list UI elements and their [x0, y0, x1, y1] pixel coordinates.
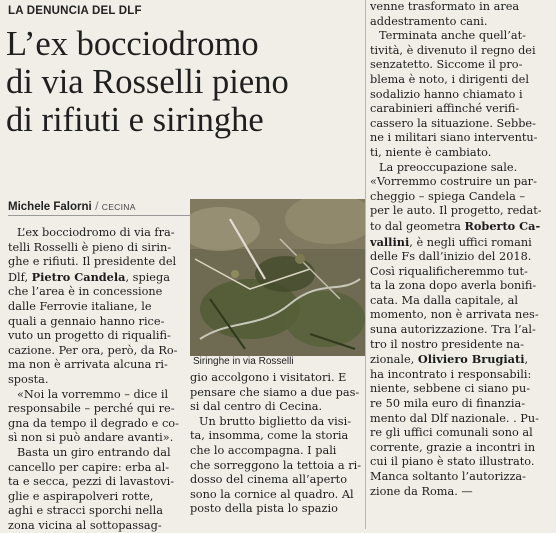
text-run: telli Rosselli è pieno di sirin-	[8, 240, 172, 254]
text-line	[370, 44, 552, 59]
text-line	[8, 270, 180, 286]
text-line	[370, 250, 552, 265]
text-line	[370, 485, 552, 500]
text-line	[370, 190, 552, 205]
headline-line-2: di via Rosselli pieno	[6, 63, 289, 101]
article-photo	[190, 199, 365, 356]
text-line	[8, 373, 180, 388]
section-kicker: LA DENUNCIA DEL DLF	[8, 5, 142, 17]
text-run: senzatetto. Siccome il pro-	[370, 58, 523, 72]
text-line	[8, 329, 180, 344]
text-run: ,	[524, 353, 529, 367]
text-run: dalle Ferrovie italiane, le	[8, 299, 152, 313]
text-line	[8, 285, 180, 300]
text-run: cassero la situazione. Sebbe-	[370, 116, 536, 130]
text-run: niente, sebbene ci siano pu-	[370, 382, 531, 396]
bold-name: Pietro Candela	[31, 269, 126, 284]
text-line	[370, 352, 552, 368]
text-run: zona vicina al sottopassag-	[8, 518, 162, 532]
text-run: ta la zona dopo averla bonifi-	[370, 279, 537, 293]
byline-separator: /	[95, 199, 99, 213]
text-line	[8, 446, 180, 461]
text-line	[8, 461, 180, 476]
text-line	[8, 344, 180, 359]
text-line	[190, 371, 362, 386]
text-run: ta e secca, pezzi di lavastovi-	[8, 475, 175, 489]
text-run: posto della pista lo spazio	[190, 502, 338, 516]
text-run: che lo accompagna. I pali	[190, 443, 337, 457]
text-run: La preoccupazione sale.	[379, 160, 518, 174]
text-line	[370, 397, 552, 412]
text-run: che sorreggono la tettoia a ri-	[190, 458, 362, 472]
text-run: gna da tempo il degrado e co-	[8, 416, 179, 430]
text-run: quali a gennaio hanno rice-	[8, 314, 165, 328]
text-run: «Vorremmo costruire un par-	[370, 175, 537, 189]
text-run: zione da Roma. —	[370, 484, 473, 498]
text-line	[370, 204, 552, 219]
text-line	[370, 235, 552, 251]
photo-caption: Siringhe in via Rosselli	[193, 356, 294, 367]
text-run: ha incontrato i responsabili:	[370, 367, 532, 381]
author-name: Michele Falorni	[8, 201, 92, 213]
text-line	[370, 161, 552, 176]
text-run: gio accolgono i visitatori. E	[190, 371, 347, 384]
text-line	[8, 315, 180, 330]
text-line	[190, 415, 362, 430]
text-run: L’ex bocciodromo di via fra-	[17, 226, 175, 239]
bold-name: Roberto Ca-	[464, 218, 541, 233]
text-line	[370, 73, 552, 88]
text-line	[8, 475, 180, 490]
text-run: per le auto. Il progetto, redat-	[370, 204, 542, 218]
text-line	[370, 102, 552, 117]
text-run: carabinieri affinché verifi-	[370, 102, 520, 116]
text-line	[370, 441, 552, 456]
text-line	[190, 444, 362, 459]
text-run: delle Fs dall’inizio del 2018.	[370, 250, 532, 264]
text-run: Un brutto biglietto da visi-	[199, 414, 352, 428]
text-line	[8, 226, 180, 241]
bold-name: Oliviero Brugiati	[417, 352, 525, 367]
headline-line-1: L’ex bocciodromo	[6, 25, 259, 63]
text-line	[370, 58, 552, 73]
text-line	[370, 294, 552, 309]
text-run: addestramento cani.	[370, 14, 488, 28]
text-run: zionale,	[370, 353, 418, 367]
text-line	[370, 131, 552, 146]
text-run: cancello per capire: erba al-	[8, 460, 170, 474]
text-run: sodalizio hanno chiamato i	[370, 87, 523, 101]
headline-line-3: di rifiuti e siringhe	[6, 101, 264, 139]
byline-location: CECINA	[101, 202, 136, 212]
text-run: ma non è arrivata alcuna ri-	[8, 358, 168, 372]
text-run: Terminata anche quell’at-	[379, 29, 526, 43]
text-line	[370, 29, 552, 44]
text-line	[370, 265, 552, 280]
text-line	[370, 470, 552, 485]
text-line	[370, 279, 552, 294]
text-line	[8, 358, 180, 373]
text-run: venne trasformato in area	[370, 0, 520, 13]
text-line	[370, 455, 552, 470]
text-run: tro il nostro presidente na-	[370, 337, 524, 351]
text-line	[190, 386, 362, 401]
text-run: suna autorizzazione. Tra l’al-	[370, 323, 536, 337]
text-run: che l’area è in concessione	[8, 285, 163, 299]
text-line	[8, 388, 180, 403]
text-line	[8, 300, 180, 315]
text-line	[190, 429, 362, 444]
text-run: Dlf,	[8, 270, 32, 284]
text-run: ghe e rifiuti. Il presidente del	[8, 255, 177, 269]
text-line	[370, 308, 552, 323]
text-line	[370, 15, 552, 30]
text-line	[8, 402, 180, 417]
text-line	[370, 323, 552, 338]
text-line	[370, 0, 552, 15]
text-run: glie e aspirapolveri rotte,	[8, 489, 154, 503]
text-run: Manca soltanto l’autorizza-	[370, 470, 526, 483]
headline	[6, 25, 366, 139]
text-line	[190, 502, 362, 517]
text-run: , è negli uffici romani	[409, 235, 532, 249]
text-run: responsabile – perché qui re-	[8, 402, 175, 416]
text-line	[190, 488, 362, 503]
article-column-3	[370, 0, 552, 499]
text-line	[190, 400, 362, 415]
text-line	[8, 417, 180, 432]
text-line	[370, 412, 552, 427]
text-run: cheggio – spiega Candela –	[370, 189, 526, 203]
text-line	[8, 519, 180, 533]
text-line	[190, 459, 362, 474]
text-run: cui il piano è stato illustrato.	[370, 455, 535, 469]
article-column-1	[8, 226, 180, 533]
byline	[8, 199, 136, 213]
text-run: dosso del cinema all’aperto	[190, 473, 348, 487]
text-line	[370, 368, 552, 383]
column-divider	[365, 0, 366, 529]
text-line	[370, 382, 552, 397]
article-column-2	[190, 371, 362, 517]
text-run: ta, insomma, come la storia	[190, 429, 349, 443]
bold-name: vallini	[370, 234, 410, 249]
text-line	[370, 219, 552, 235]
text-run: ti, niente è cambiato.	[370, 145, 492, 159]
text-run: , spiega	[125, 270, 170, 284]
text-run: vuto un progetto di riqualifi-	[8, 329, 171, 343]
text-run: si dal centro di Cecina.	[190, 400, 323, 414]
text-line	[8, 490, 180, 505]
text-line	[370, 146, 552, 161]
text-run: re gli uffici comunali sono al	[370, 426, 533, 440]
text-run: sì non si può andare avanti».	[8, 431, 174, 445]
text-run: ne i militari siano interventu-	[370, 131, 538, 145]
text-run: sposta.	[8, 372, 49, 386]
text-line	[8, 255, 180, 270]
text-run: re 50 mila euro di finanzia-	[370, 397, 526, 411]
text-run: pensare che siamo a due pas-	[190, 385, 360, 399]
text-run: cazione. Per ora, però, da Ro-	[8, 343, 178, 357]
text-run: «Noi la vorremmo – dice il	[17, 387, 169, 401]
text-run: corrente, grazie a incontri in	[370, 440, 536, 454]
text-run: aghi e stracci sporchi nella	[8, 504, 164, 518]
text-run: tività, è divenuto il regno dei	[370, 43, 536, 57]
text-line	[370, 426, 552, 441]
text-run: Così riqualificheremmo tut-	[370, 264, 528, 278]
text-line	[370, 88, 552, 103]
text-line	[8, 241, 180, 256]
text-line	[190, 473, 362, 488]
text-run: blema è noto, i dirigenti del	[370, 72, 529, 86]
text-run: cata. Ma dalla capitale, al	[370, 293, 518, 307]
text-run: mento dal Dlf nazionale. . Pu-	[370, 411, 539, 425]
text-run: Basta un giro entrando dal	[17, 445, 171, 459]
text-line	[370, 338, 552, 353]
text-run: to dal geometra	[370, 219, 465, 233]
text-run: momento, non è arrivata nes-	[370, 308, 539, 322]
text-line	[8, 504, 180, 519]
text-line	[8, 431, 180, 446]
text-run: sono la cornice al quadro. Al	[190, 487, 354, 501]
text-line	[370, 175, 552, 190]
text-line	[370, 117, 552, 132]
